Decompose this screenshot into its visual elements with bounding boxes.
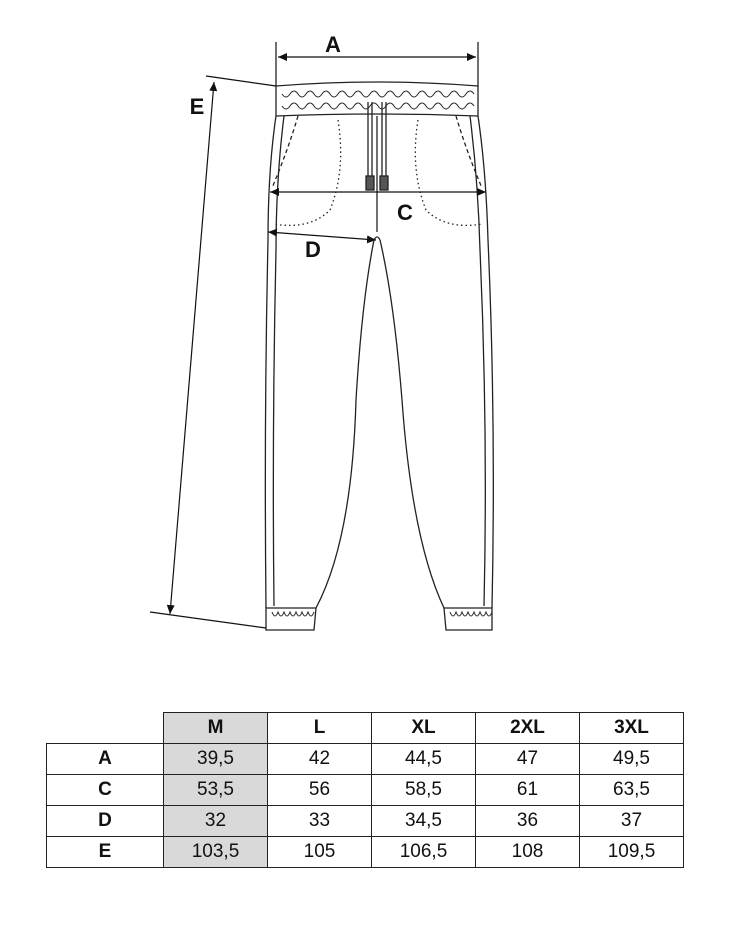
table-cell: 103,5 xyxy=(164,837,268,868)
dimension-d-label: D xyxy=(305,237,321,262)
table-cell: 63,5 xyxy=(580,775,684,806)
table-row xyxy=(47,837,684,868)
table-row xyxy=(47,744,684,775)
table-cell: 34,5 xyxy=(372,806,476,837)
table-cell: 49,5 xyxy=(580,744,684,775)
row-label-c: C xyxy=(47,775,164,806)
size-header-xl: XL xyxy=(372,713,476,744)
size-header-row xyxy=(47,713,684,744)
table-cell: 44,5 xyxy=(372,744,476,775)
table-cell: 33 xyxy=(268,806,372,837)
table-row xyxy=(47,775,684,806)
pants-outline xyxy=(265,82,493,630)
table-cell: 58,5 xyxy=(372,775,476,806)
size-header-l: L xyxy=(268,713,372,744)
size-header-2xl: 2XL xyxy=(476,713,580,744)
table-cell: 56 xyxy=(268,775,372,806)
size-table xyxy=(46,712,684,868)
dimension-a-label: A xyxy=(325,32,341,57)
table-cell: 109,5 xyxy=(580,837,684,868)
dimension-e xyxy=(150,76,276,628)
table-cell: 61 xyxy=(476,775,580,806)
table-cell: 106,5 xyxy=(372,837,476,868)
table-corner xyxy=(47,713,164,744)
dimension-d xyxy=(268,232,376,240)
table-cell: 108 xyxy=(476,837,580,868)
table-cell: 105 xyxy=(268,837,372,868)
size-header-m: M xyxy=(164,713,268,744)
table-cell: 53,5 xyxy=(164,775,268,806)
row-label-a: A xyxy=(47,744,164,775)
table-cell: 32 xyxy=(164,806,268,837)
row-label-d: D xyxy=(47,806,164,837)
dimension-c-label: C xyxy=(397,200,413,225)
table-cell: 42 xyxy=(268,744,372,775)
row-label-e: E xyxy=(47,837,164,868)
size-header-3xl: 3XL xyxy=(580,713,684,744)
table-row xyxy=(47,806,684,837)
table-cell: 36 xyxy=(476,806,580,837)
dimension-a xyxy=(276,42,478,86)
dimension-e-label: E xyxy=(189,94,205,119)
table-cell: 47 xyxy=(476,744,580,775)
table-cell: 39,5 xyxy=(164,744,268,775)
table-cell: 37 xyxy=(580,806,684,837)
